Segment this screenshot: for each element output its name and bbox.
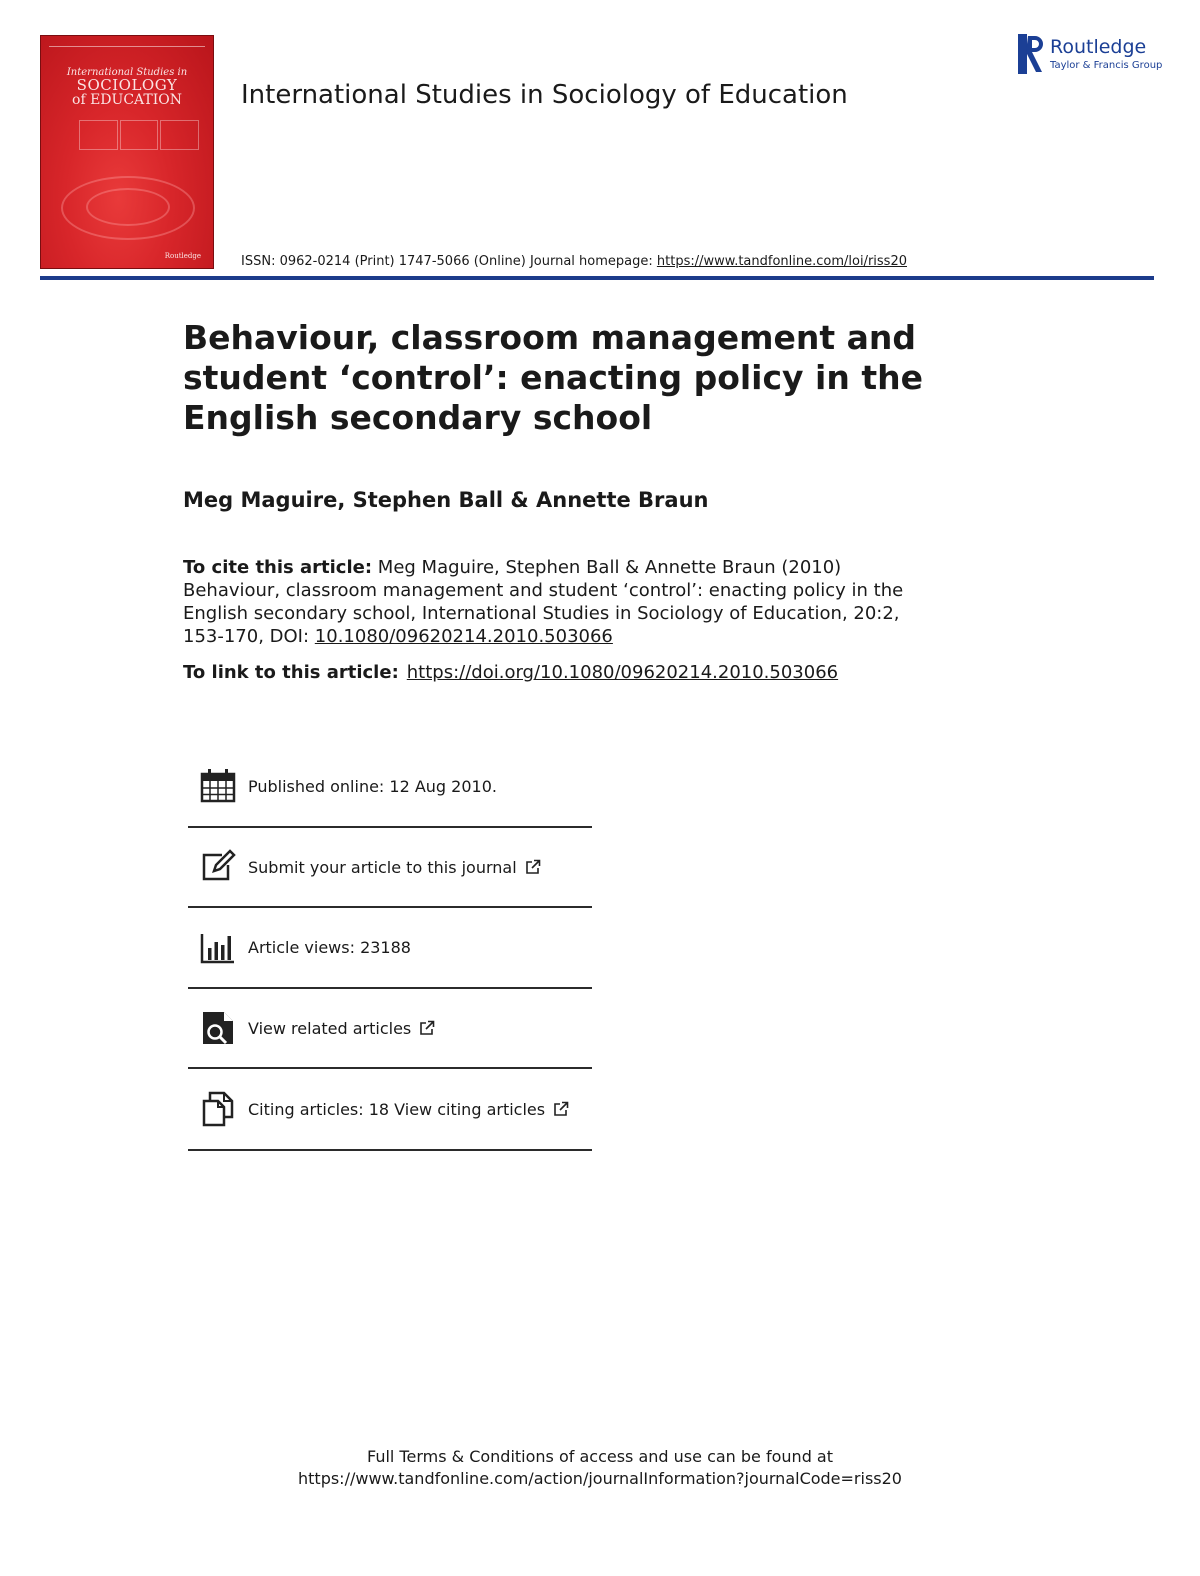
- view-related-articles-link[interactable]: View related articles: [248, 1018, 412, 1038]
- article-link-line: [183, 662, 838, 683]
- article-authors: Meg Maguire, Stephen Ball & Annette Braun: [183, 488, 709, 512]
- terms-footer: [0, 1446, 1200, 1490]
- journal-cover-image: [40, 35, 214, 269]
- cite-text: Meg Maguire, Stephen Ball & Annette Braun (2010) Behaviour, classroom management and student ‘control’: enacting policy in the English secondary school, International Studies in Sociology of Education, 20:2, 153-170, DOI:: [183, 557, 904, 647]
- issn-line: [241, 254, 907, 269]
- citing-articles-row[interactable]: [188, 1069, 592, 1151]
- published-date: Published online: 12 Aug 2010.: [248, 776, 497, 796]
- header-divider: [40, 276, 1154, 280]
- publisher-logo[interactable]: [1018, 34, 1163, 76]
- edit-icon: [200, 849, 236, 885]
- brand-subtitle: Taylor & Francis Group: [1050, 60, 1163, 71]
- brand-name: Routledge: [1050, 36, 1147, 58]
- external-link-icon: [419, 1020, 435, 1036]
- link-label: To link to this article:: [183, 662, 399, 683]
- terms-line1: Full Terms & Conditions of access and use can be found at: [366, 1447, 834, 1466]
- external-link-icon: [553, 1101, 569, 1117]
- cite-doi-link[interactable]: 10.1080/09620214.2010.503066: [314, 626, 613, 647]
- issn-text: ISSN: 0962-0214 (Print) 1747-5066 (Online) Journal homepage:: [241, 254, 653, 269]
- copy-documents-icon: [200, 1091, 236, 1127]
- cover-decoration-boxes: [79, 120, 199, 150]
- routledge-r-icon: [1018, 34, 1044, 74]
- terms-url[interactable]: https://www.tandfonline.com/action/journalInformation?journalCode=riss20: [298, 1469, 902, 1488]
- citing-articles-link[interactable]: Citing articles: 18 View citing articles: [248, 1099, 546, 1119]
- cover-title-line3: of EDUCATION: [72, 92, 182, 109]
- cover-publisher-mark: Routledge: [164, 252, 201, 260]
- citation-block: [183, 556, 943, 648]
- article-views-row: [188, 908, 592, 989]
- calendar-icon: [200, 768, 236, 804]
- published-row: [188, 746, 592, 828]
- cover-ripple-inner: [86, 188, 170, 226]
- article-views-count: Article views: 23188: [248, 938, 411, 957]
- submit-article-link[interactable]: Submit your article to this journal: [248, 857, 517, 877]
- article-doi-link[interactable]: https://doi.org/10.1080/09620214.2010.503066: [406, 662, 839, 683]
- cover-title: [41, 68, 213, 108]
- submit-article-row[interactable]: [188, 828, 592, 908]
- bar-chart-icon: [200, 930, 236, 966]
- external-link-icon: [525, 859, 541, 875]
- cover-title-line2: SOCIOLOGY: [76, 76, 178, 95]
- cover-title-line1: International Studies in: [66, 67, 188, 78]
- journal-homepage-link[interactable]: https://www.tandfonline.com/loi/riss20: [656, 254, 907, 269]
- related-articles-row[interactable]: [188, 989, 592, 1069]
- cite-label: To cite this article:: [183, 557, 373, 578]
- journal-title: International Studies in Sociology of Education: [241, 80, 848, 110]
- article-info-list: [188, 746, 592, 1151]
- cover-header-line: [49, 46, 205, 51]
- article-title: Behaviour, classroom management and student ‘control’: enacting policy in the English secondary school: [183, 318, 924, 437]
- document-search-icon: [200, 1010, 236, 1046]
